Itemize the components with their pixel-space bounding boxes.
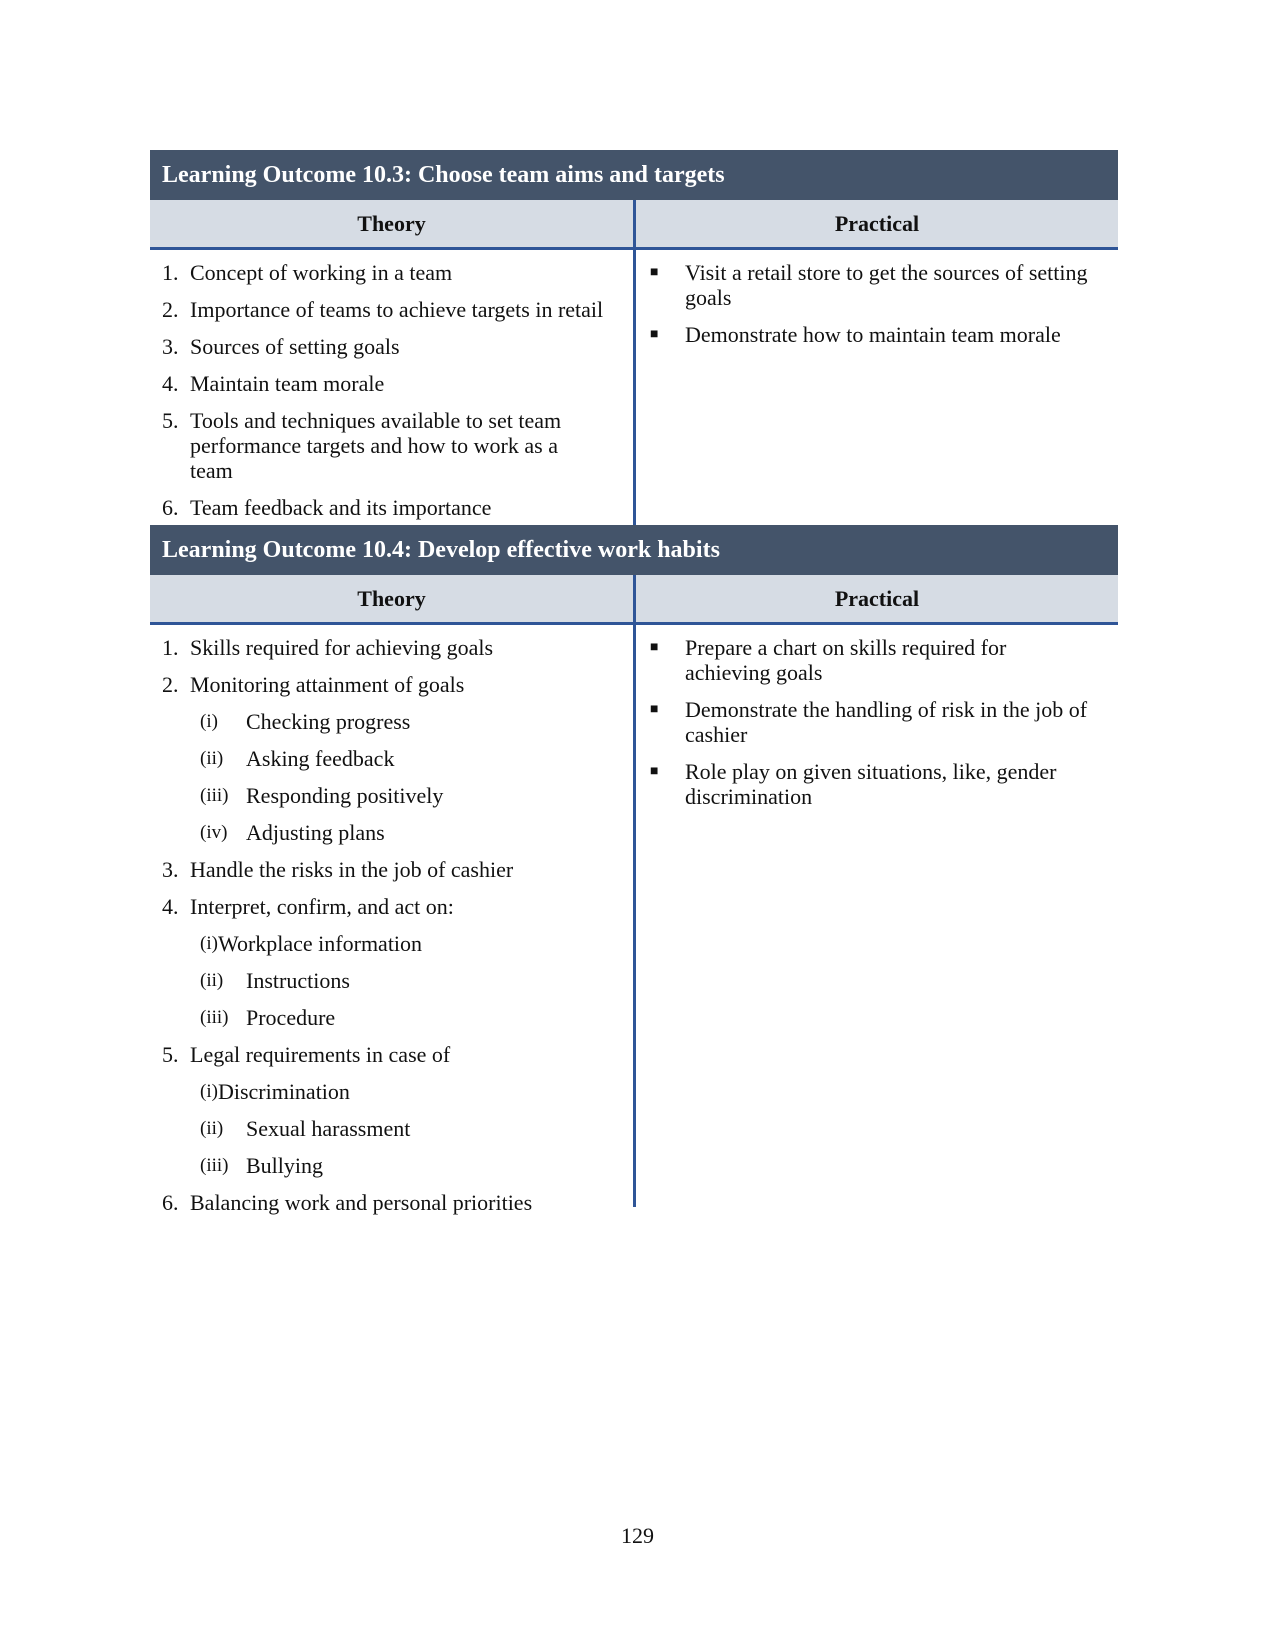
theory-list	[150, 625, 636, 1215]
curriculum-table	[150, 150, 1118, 1215]
list-item: ■ Role play on given situations, like, gender discrimination	[650, 759, 1057, 809]
theory-list	[150, 250, 636, 525]
list-item: 2. Importance of teams to achieve targets in retail	[162, 297, 604, 322]
theory-column-header: Theory	[150, 200, 636, 247]
bullet-icon: ■	[650, 764, 659, 779]
list-item: ■ Demonstrate the handling of risk in the job of cashier	[650, 697, 1088, 747]
sub-list-item: (ii) Instructions	[200, 968, 350, 993]
list-item: 6. Team feedback and its importance	[162, 495, 492, 520]
bullet-icon: ■	[650, 327, 659, 342]
sub-list-item: (i) Workplace information	[200, 931, 423, 956]
sub-list-item: (iii) Responding positively	[200, 783, 444, 808]
column-header-row	[150, 575, 1118, 625]
bullet-icon: ■	[650, 640, 659, 655]
sub-list-item: (iii) Bullying	[200, 1153, 324, 1178]
content-row	[150, 250, 1118, 525]
list-item: 5. Tools and techniques available to set team performance targets and how to work as a team	[162, 408, 562, 483]
column-header-row	[150, 200, 1118, 250]
sub-list-item: (i) Checking progress	[200, 709, 411, 734]
theory-column-header: Theory	[150, 575, 636, 622]
list-item: 2. Monitoring attainment of goals	[162, 672, 465, 697]
learning-outcome-heading: Learning Outcome 10.4: Develop effective work habits	[150, 525, 1118, 575]
sub-list-item: (i) Discrimination	[200, 1079, 350, 1104]
list-item: ■ Demonstrate how to maintain team morale	[650, 322, 1061, 347]
list-item: 4. Interpret, confirm, and act on:	[162, 894, 454, 919]
practical-list	[636, 625, 1118, 1207]
list-item: 1. Concept of working in a team	[162, 260, 453, 285]
learning-outcome-heading: Learning Outcome 10.3: Choose team aims and targets	[150, 150, 1118, 200]
list-item: 6. Balancing work and personal priorities	[162, 1190, 533, 1215]
list-item: 3. Sources of setting goals	[162, 334, 400, 359]
practical-column-header: Practical	[834, 586, 920, 611]
page-number: 129	[621, 1523, 654, 1548]
sub-list-item: (ii) Sexual harassment	[200, 1116, 411, 1141]
list-item: 1. Skills required for achieving goals	[162, 635, 494, 660]
list-item: 4. Maintain team morale	[162, 371, 385, 396]
sub-list-item: (iii) Procedure	[200, 1005, 336, 1030]
bullet-icon: ■	[650, 702, 659, 717]
list-item: 5. Legal requirements in case of	[162, 1042, 451, 1067]
list-item: ■ Visit a retail store to get the sources of setting goals	[650, 260, 1088, 310]
list-item: ■ Prepare a chart on skills required for achieving goals	[650, 635, 1007, 685]
bullet-icon: ■	[650, 265, 659, 280]
content-row	[150, 625, 1118, 1215]
practical-list	[636, 250, 1118, 525]
sub-list-item: (ii) Asking feedback	[200, 746, 395, 771]
practical-column-header: Practical	[834, 211, 920, 236]
list-item: 3. Handle the risks in the job of cashier	[162, 857, 514, 882]
sub-list-item: (iv) Adjusting plans	[200, 820, 385, 845]
